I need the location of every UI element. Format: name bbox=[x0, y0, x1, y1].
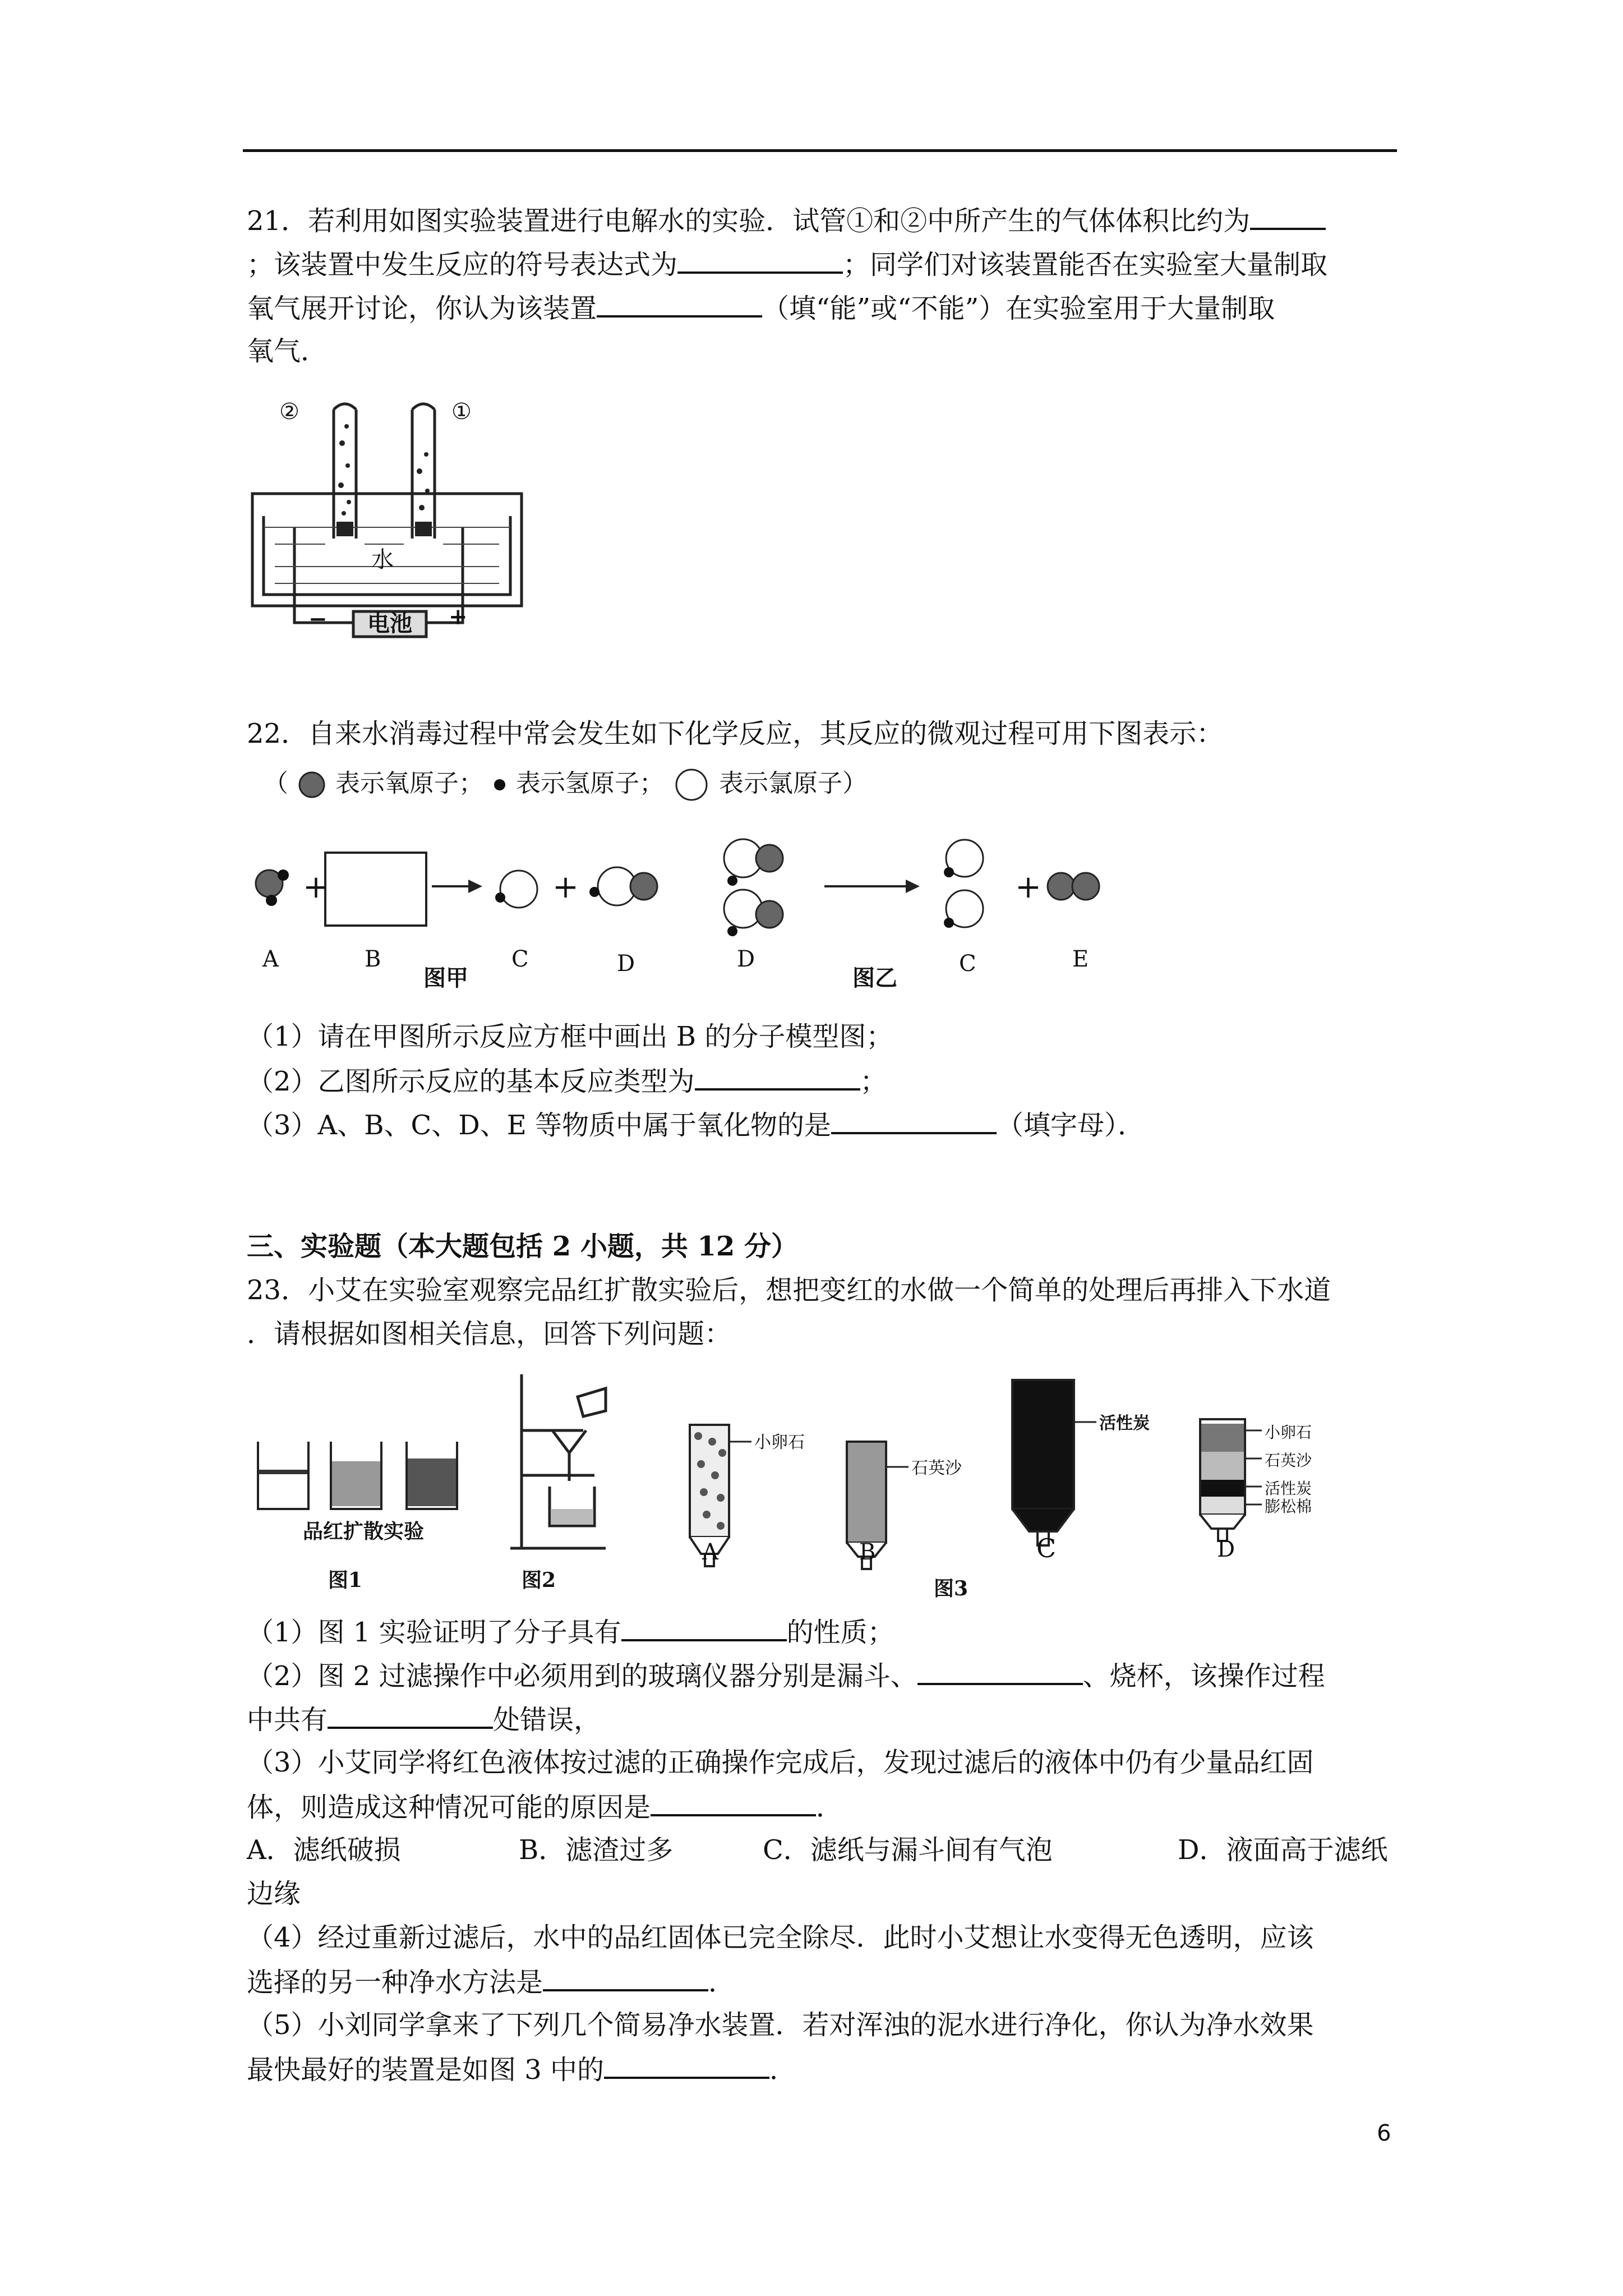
figure-3-caption: 图3 bbox=[934, 1577, 969, 1600]
label-D2: D bbox=[737, 946, 755, 972]
label-C2: C bbox=[959, 951, 976, 977]
q23-line2: ．请根据如图相关信息，回答下列问题： bbox=[247, 1318, 732, 1350]
plus-sign: + bbox=[1015, 869, 1041, 905]
hydrogen-atom-icon bbox=[491, 771, 508, 799]
figure-1-caption: 图1 bbox=[328, 1568, 363, 1592]
q21-line4: 氧气． bbox=[247, 335, 328, 367]
tube-1-label: ① bbox=[451, 399, 472, 425]
q23-s1: （1）图 1 实验证明了分子具有 的性质； bbox=[247, 1614, 895, 1649]
q22-s2: （2）乙图所示反应的基本反应类型为 ； bbox=[247, 1064, 887, 1098]
q21-line2: ；该装置中发生反应的符号表达式为 ；同学们对该装置能否在实验室大量制取 bbox=[247, 247, 1327, 282]
electrolysis-figure bbox=[241, 387, 544, 656]
filtration-figures bbox=[247, 1358, 1424, 1604]
answer-blank[interactable] bbox=[695, 1064, 860, 1091]
answer-blank[interactable] bbox=[604, 2052, 769, 2079]
label-D: D bbox=[617, 951, 635, 977]
answer-blank[interactable] bbox=[831, 1107, 997, 1134]
sand-label: 石英沙 bbox=[911, 1458, 962, 1478]
d-pebble-label: 小卵石 bbox=[1265, 1423, 1312, 1442]
pebble-label: 小卵石 bbox=[754, 1433, 805, 1452]
d-cotton-label: 膨松棉 bbox=[1265, 1497, 1312, 1516]
answer-blank[interactable] bbox=[597, 291, 762, 318]
section-title: 三、实验题（本大题包括 2 小题，共 12 分） bbox=[247, 1231, 799, 1262]
q22-line1: 22．自来水消毒过程中常会发生如下化学反应，其反应的微观过程可用下图表示： bbox=[247, 718, 1224, 749]
q23-line1: 23．小艾在实验室观察完品红扩散实验后，想把变红的水做一个简单的处理后再排入下水道 bbox=[247, 1274, 1331, 1306]
option-A[interactable]: A．滤纸破损 bbox=[247, 1834, 401, 1866]
option-D-cont: 边缘 bbox=[247, 1878, 301, 1910]
q23-s2: （2）图 2 过滤操作中必须用到的玻璃仪器分别是漏斗、 、烧杯，该操作过程 bbox=[247, 1658, 1325, 1693]
diffusion-exp-caption: 品红扩散实验 bbox=[303, 1520, 425, 1543]
option-B[interactable]: B．滤渣过多 bbox=[519, 1834, 674, 1866]
option-D[interactable]: D．液面高于滤纸 bbox=[1178, 1834, 1388, 1866]
label-A: A bbox=[702, 1539, 718, 1565]
page-number: 6 bbox=[1377, 2120, 1391, 2146]
label-B: B bbox=[365, 946, 381, 972]
label-D: D bbox=[1217, 1536, 1235, 1562]
answer-blank[interactable] bbox=[677, 247, 843, 274]
label-E: E bbox=[1072, 946, 1089, 972]
q23-s3: （3）小艾同学将红色液体按过滤的正确操作完成后，发现过滤后的液体中仍有少量品红固 bbox=[247, 1747, 1314, 1778]
q21-line3: 氧气展开讨论，你认为该装置 （填“能”或“不能”）在实验室用于大量制取 bbox=[247, 291, 1275, 325]
minus-label: − bbox=[308, 606, 328, 632]
answer-blank[interactable] bbox=[1250, 203, 1326, 230]
plus-sign: + bbox=[552, 869, 579, 905]
figure-2-caption: 图2 bbox=[522, 1568, 556, 1592]
q21-line1: 21．若利用如图实验装置进行电解水的实验．试管①和②中所产生的气体体积比约为 bbox=[247, 203, 1326, 238]
answer-blank[interactable] bbox=[543, 1964, 708, 1991]
q22-s1: （1）请在甲图所示反应方框中画出 B 的分子模型图； bbox=[247, 1021, 893, 1052]
reaction-figures bbox=[247, 819, 1144, 991]
answer-blank[interactable] bbox=[328, 1702, 493, 1729]
q23-s4: （4）经过重新过滤后，水中的品红固体已完全除尽．此时小艾想让水变得无色透明，应该 bbox=[247, 1922, 1314, 1953]
oxygen-atom-icon bbox=[296, 771, 328, 799]
d-sand-label: 石英沙 bbox=[1265, 1451, 1312, 1470]
label-C: C bbox=[511, 946, 529, 972]
option-C[interactable]: C．滤纸与漏斗间有气泡 bbox=[763, 1834, 1053, 1866]
plus-sign: + bbox=[303, 869, 329, 905]
d-carbon-label: 活性炭 bbox=[1265, 1479, 1312, 1498]
atom-legend: （ 表示氧原子； 表示氢原子； 表示氯原子） bbox=[264, 764, 937, 809]
carbon-label: 活性炭 bbox=[1099, 1414, 1150, 1433]
q22-s3: （3）A、B、C、D、E 等物质中属于氧化物的是 （填字母）． bbox=[247, 1107, 1145, 1142]
tube-2-label: ② bbox=[279, 399, 299, 425]
label-B: B bbox=[859, 1539, 876, 1565]
q23-s3-cont: 体，则造成这种情况可能的原因是 ． bbox=[247, 1789, 843, 1824]
header-rule bbox=[243, 149, 1397, 152]
q23-s5: （5）小刘同学拿来了下列几个简易净水装置．若对浑浊的泥水进行净化，你认为净水效果 bbox=[247, 2009, 1314, 2041]
water-label: 水 bbox=[371, 547, 394, 573]
label-C: C bbox=[1036, 1533, 1057, 1563]
figure-jia-caption: 图甲 bbox=[423, 965, 468, 991]
answer-blank[interactable] bbox=[917, 1658, 1083, 1685]
chlorine-atom-icon bbox=[672, 768, 711, 802]
q23-s5-cont: 最快最好的装置是如图 3 中的 ． bbox=[247, 2052, 796, 2087]
label-A: A bbox=[262, 946, 279, 972]
q23-s4-cont: 选择的另一种净水方法是 ． bbox=[247, 1964, 735, 1999]
battery-label: 电池 bbox=[367, 610, 412, 637]
figure-yi-caption: 图乙 bbox=[852, 965, 897, 991]
plus-label: + bbox=[449, 604, 468, 630]
answer-blank[interactable] bbox=[621, 1614, 787, 1641]
answer-blank[interactable] bbox=[651, 1789, 816, 1816]
q23-s2-cont: 中共有 处错误， bbox=[247, 1702, 601, 1737]
